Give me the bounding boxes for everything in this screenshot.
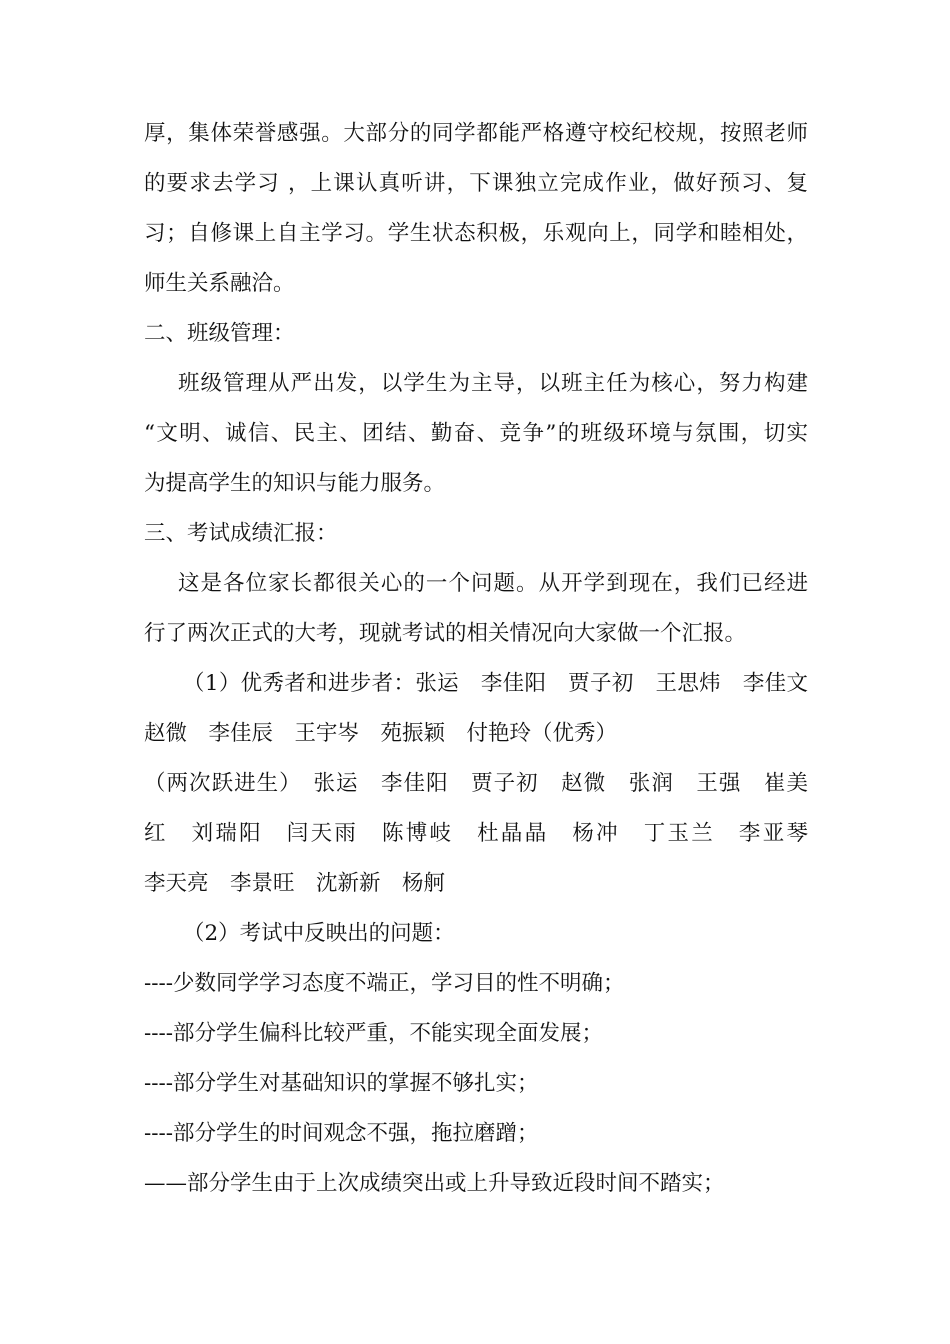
paragraph-line: “文明、诚信、民主、团结、勤奋、竞争”的班级环境与氛围，切实: [144, 421, 808, 446]
honor-list-line: 赵微 李佳辰 王宇岑 苑振颖 付艳玲（优秀）: [144, 721, 618, 746]
problem-item: ----部分学生对基础知识的掌握不够扎实；: [144, 1071, 539, 1096]
paragraph-line: 厚，集体荣誉感强。大部分的同学都能严格遵守校纪校规，按照老师: [144, 121, 808, 146]
honor-list-line: （两次跃进生） 张运 李佳阳 贾子初 赵微 张润 王强 崔美: [144, 771, 808, 796]
subsection-heading: （2）考试中反映出的问题：: [183, 921, 455, 946]
section-heading: 三、考试成绩汇报：: [144, 521, 338, 546]
honor-list-line: 李天亮 李景旺 沈新新 杨舸: [144, 871, 446, 896]
paragraph-line: 的要求去学习 ，上课认真听讲，下课独立完成作业，做好预习、复: [144, 171, 808, 196]
paragraph-line: 行了两次正式的大考，现就考试的相关情况向大家做一个汇报。: [144, 621, 747, 646]
paragraph-line: 为提高学生的知识与能力服务。: [144, 471, 446, 496]
problem-item: ——部分学生由于上次成绩突出或上升导致近段时间不踏实；: [144, 1171, 725, 1196]
paragraph-line: 班级管理从严出发，以学生为主导，以班主任为核心，努力构建: [178, 371, 808, 396]
paragraph-line: 习；自修课上自主学习。学生状态积极，乐观向上，同学和睦相处，: [144, 221, 808, 246]
honor-list-line: （1）优秀者和进步者：张运 李佳阳 贾子初 王思炜 李佳文: [183, 671, 808, 696]
paragraph-line: 这是各位家长都很关心的一个问题。从开学到现在，我们已经进: [178, 571, 808, 596]
honor-list-line: 红 刘瑞阳 闫天雨 陈博岐 杜晶晶 杨冲 丁玉兰 李亚琴: [144, 821, 808, 846]
section-heading: 二、班级管理：: [144, 321, 295, 346]
problem-item: ----少数同学学习态度不端正，学习目的性不明确；: [144, 971, 625, 996]
problem-item: ----部分学生偏科比较严重，不能实现全面发展；: [144, 1021, 604, 1046]
problem-item: ----部分学生的时间观念不强，拖拉磨蹭；: [144, 1121, 539, 1146]
paragraph-line: 师生关系融洽。: [144, 271, 295, 296]
